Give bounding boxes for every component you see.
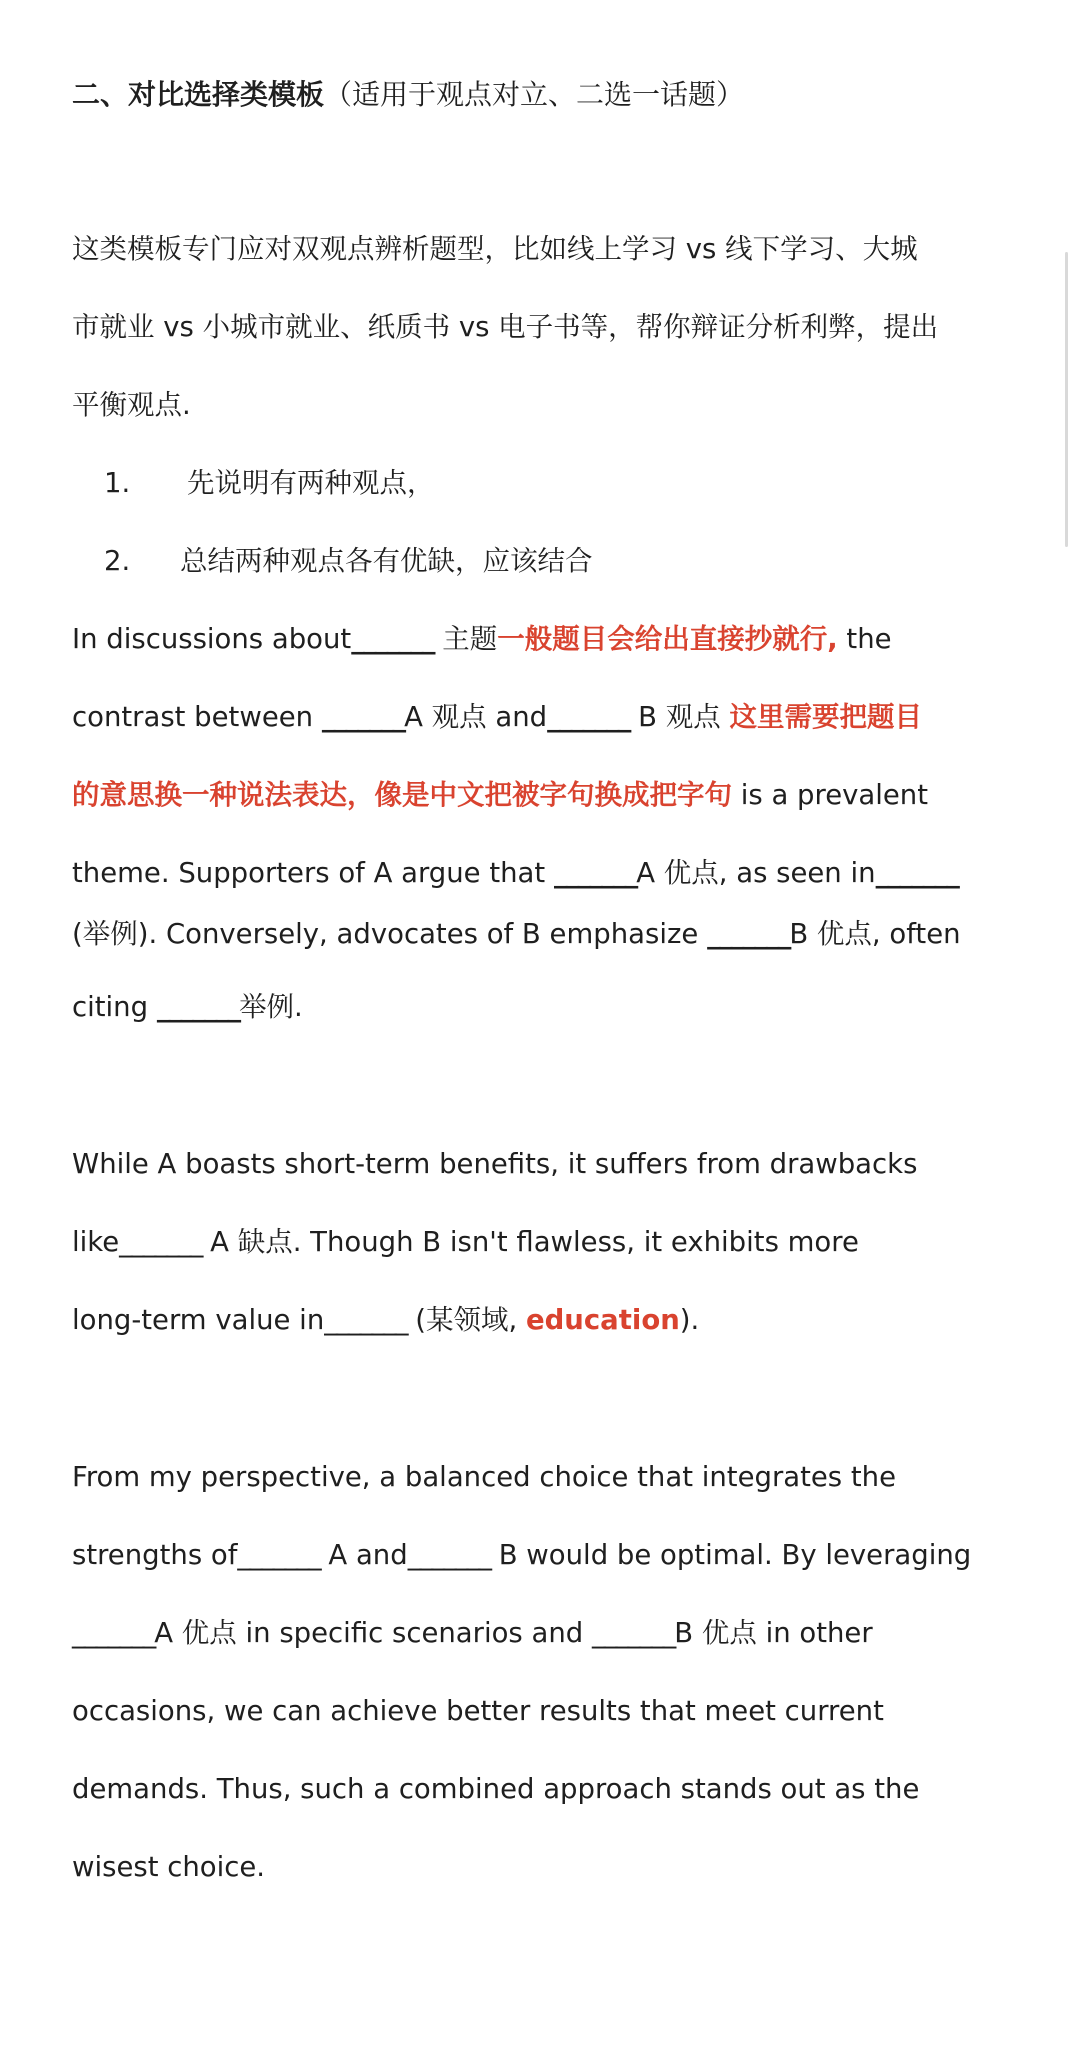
heading-bold: 二、对比选择类模板 <box>72 78 325 111</box>
text-span: long-term value in <box>72 1304 325 1336</box>
intro-line-1: 这类模板专门应对双观点辨析题型，比如线上学习 vs 线下学习、大城 <box>72 233 918 265</box>
red-annotation: 这里需要把题目 <box>729 701 922 733</box>
fill-blank: _______ <box>875 857 958 889</box>
text-span: (举例). Conversely, advocates of B emphasize <box>72 918 708 950</box>
text-span: A 优点 in specific scenarios and <box>154 1617 592 1649</box>
intro-line-2: 市就业 vs 小城市就业、纸质书 vs 电子书等，帮你辩证分析利弊，提出 <box>72 311 939 343</box>
red-annotation: 一般题目会给出直接抄就行, <box>497 623 838 655</box>
section-heading <box>72 78 744 112</box>
text-span: A and <box>319 1539 408 1571</box>
red-annotation: education <box>525 1304 680 1336</box>
text-span: theme. Supporters of A argue that <box>72 857 554 889</box>
list-number: 2. <box>104 545 131 577</box>
para2-line-2 <box>72 1226 859 1259</box>
text-span: B 观点 <box>629 701 730 733</box>
para1-line-1 <box>72 623 892 656</box>
text-span: is a prevalent <box>732 779 929 811</box>
fill-blank: _______ <box>707 918 790 950</box>
fill-blank: _______ <box>547 701 630 733</box>
fill-blank: _______ <box>351 623 434 655</box>
text-span: B 优点 in other <box>674 1617 873 1649</box>
text-span: A 缺点. Though B isn't flawless, it exhibits more <box>201 1226 859 1258</box>
list-item <box>72 467 972 507</box>
para1-line-6 <box>72 991 303 1024</box>
para1-line-2 <box>72 701 922 734</box>
text-span: contrast between <box>72 701 322 733</box>
text-span: (某领域, <box>406 1304 526 1336</box>
text-span: ). <box>679 1304 700 1336</box>
para3-line-5: demands. Thus, such a combined approach stands out as the <box>72 1773 920 1805</box>
para3-line-4: occasions, we can achieve better results that meet current <box>72 1695 884 1727</box>
fill-blank: _______ <box>591 1617 675 1649</box>
text-span: B 优点, often <box>789 918 961 950</box>
para3-line-3 <box>72 1617 873 1650</box>
fill-blank: _______ <box>407 1539 490 1571</box>
heading-note: （适用于观点对立、二选一话题） <box>324 78 745 111</box>
red-annotation: 的意思换一种说法表达，像是中文把被字句换成把字句 <box>72 779 732 811</box>
para1-line-5 <box>72 918 961 951</box>
para1-line-4 <box>72 857 958 890</box>
fill-blank: _______ <box>237 1539 320 1571</box>
fill-blank: _______ <box>119 1226 202 1258</box>
text-span: citing <box>72 991 157 1023</box>
text-span: like <box>72 1226 120 1258</box>
fill-blank: _______ <box>321 701 405 733</box>
fill-blank: _______ <box>72 1617 155 1649</box>
list-text: 先说明有两种观点， <box>187 467 435 499</box>
para2-line-1: While A boasts short-term benefits, it suffers from drawbacks <box>72 1148 918 1180</box>
text-span: 举例. <box>239 991 303 1023</box>
text-span: the <box>837 623 892 655</box>
text-span: 主题 <box>433 623 498 655</box>
list-item <box>72 545 972 585</box>
list-number: 1. <box>104 467 131 499</box>
intro-line-3: 平衡观点. <box>72 389 191 421</box>
para3-line-6: wisest choice. <box>72 1851 266 1883</box>
text-span: In discussions about <box>72 623 352 655</box>
text-span: strengths of <box>72 1539 238 1571</box>
fill-blank: _______ <box>156 991 240 1023</box>
text-span: A 优点, as seen in <box>636 857 876 889</box>
para3-line-1: From my perspective, a balanced choice that integrates the <box>72 1461 897 1493</box>
para1-line-3 <box>72 779 928 812</box>
list-text: 总结两种观点各有优缺，应该结合 <box>180 545 593 577</box>
para2-line-3 <box>72 1304 699 1337</box>
text-span: A 观点 and <box>404 701 548 733</box>
fill-blank: _______ <box>553 857 637 889</box>
fill-blank: _______ <box>324 1304 407 1336</box>
para3-line-2 <box>72 1539 971 1572</box>
text-span: B would be optimal. By leveraging <box>489 1539 972 1571</box>
